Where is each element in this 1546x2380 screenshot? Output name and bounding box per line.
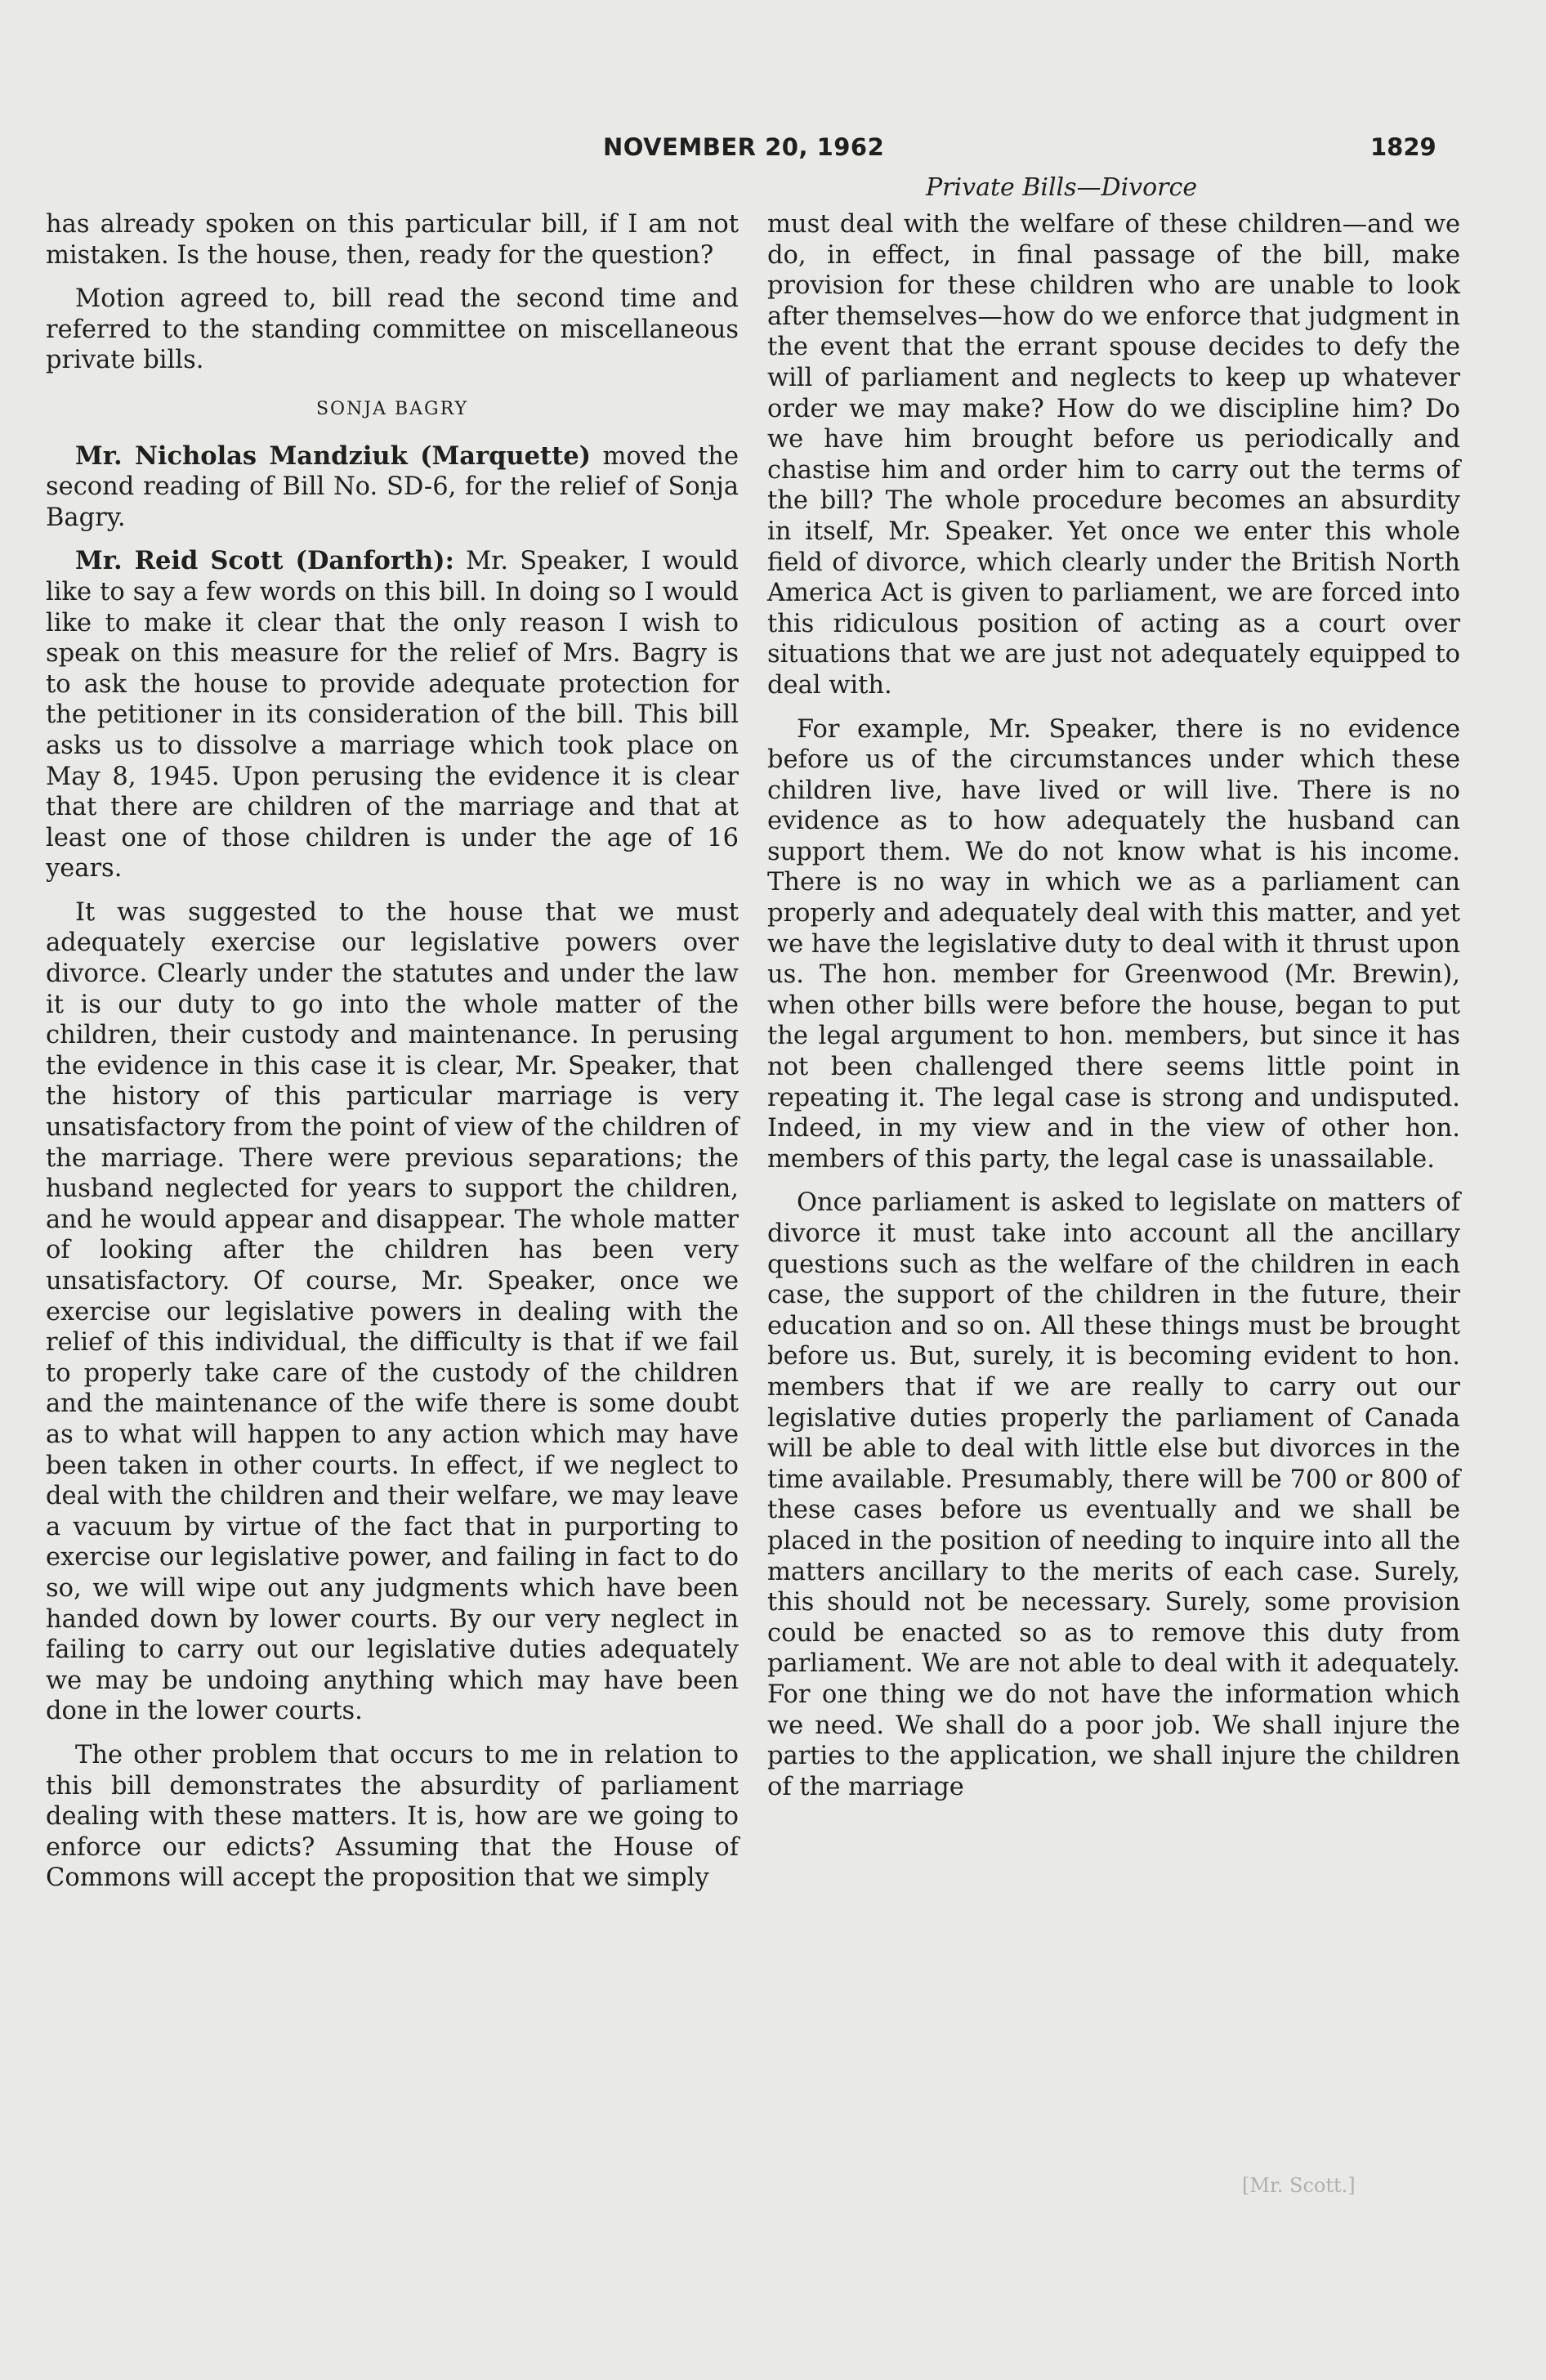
- section-running-title: Private Bills—Divorce: [926, 173, 1198, 202]
- running-header: [0, 133, 1546, 166]
- speaker-name: Mr. Reid Scott (Danforth):: [75, 546, 454, 576]
- left-column: [46, 209, 739, 1907]
- speech-text: Mr. Speaker, I would like to say a few words on this bill. In doing so I would like to make it clear that the only reason I wish to speak on this measure for the relief of Mrs. Bagry is to ask the house to provide adequate protection for the petitioner in its consideration of the bill. This bill asks us to dissolve a marriage which took place on May 8, 1945. Upon perusing the evidence it is clear that there are children of the marriage and that at least one of those children is under the age of 16 years.: [46, 547, 739, 884]
- paragraph: must deal with the welfare of these children—and we do, in effect, in final passage of the bill, make provision for these children who are unable to look after themselves—how do we enforce that judgment in the event that the errant spouse decides to defy the will of parliament and neglects to keep up whatever order we may make? How do we discipline him? Do we have him brought before us periodically and chastise him and order him to carry out the terms of the bill? The whole procedure becomes an absurdity in itself, Mr. Speaker. Yet once we enter this whole field of divorce, which clearly under the British North America Act is given to parliament, we are forced into this ridiculous position of acting as a court over situations that we are just not adequately equipped to deal with.: [767, 210, 1460, 700]
- paragraph: The other problem that occurs to me in relation to this bill demonstrates the absurdity of parliament dealing with these matters. It is, how are we going to enforce our edicts? Assuming that the House of Commons will accept the proposition that we simply: [46, 1740, 739, 1893]
- paragraph: It was suggested to the house that we must adequately exercise our legislative powers over divorce. Clearly under the statutes and under the law it is our duty to go into the whole matter of the children, their custody and maintenance. In perusing the evidence in this case it is clear, Mr. Speaker, that the history of this particular marriage is very unsatisfactory from the point of view of the children of the marriage. There were previous separations; the husband neglected for years to support the children, and he would appear and disappear. The whole matter of looking after the children has been very unsatisfactory. Of course, Mr. Speaker, once we exercise our legislative powers in dealing with the relief of this individual, the difficulty is that if we fail to properly take care of the custody of the children and the maintenance of the wife there is some doubt as to what will happen to any action which may have been taken in other courts. In effect, if we neglect to deal with the children and their welfare, we may leave a vacuum by virtue of the fact that in purporting to exercise our legislative power, and failing in fact to do so, we will wipe out any judgments which have been handed down by lower courts. By our very neglect in failing to carry out our legislative duties adequately we may be undoing anything which may have been done in the lower courts.: [46, 897, 739, 1726]
- paragraph: Motion agreed to, bill read the second time and referred to the standing committee on miscellaneous private bills.: [46, 284, 739, 375]
- section-heading: SONJA BAGRY: [315, 398, 469, 419]
- paragraph: For example, Mr. Speaker, there is no evidence before us of the circumstances under which these children live, have lived or will live. There is no evidence as to how adequately the husband can support them. We do not know what is his income. There is no way in which we as a parliament can properly and adequately deal with this matter, and yet we have the legislative duty to deal with it thrust upon us. The hon. member for Greenwood (Mr. Brewin), when other bills were before the house, began to put the legal argument to hon. members, but since it has not been challenged there seems little point in repeating it. The legal case is strong and undisputed. Indeed, in my view and in the view of other hon. members of this party, the legal case is unassailable.: [767, 714, 1460, 1174]
- right-column: [767, 209, 1460, 1815]
- speech-paragraph: [46, 546, 739, 884]
- page-number: 1829: [1370, 133, 1437, 161]
- header-date: NOVEMBER 20, 1962: [603, 133, 885, 161]
- speech-paragraph: [46, 441, 739, 534]
- paragraph: Once parliament is asked to legislate on matters of divorce it must take into account all the ancillary questions such as the welfare of the children in each case, the support of the children in the future, their education and so on. All these things must be brought before us. But, surely, it is becoming evident to hon. members that if we are really to carry out our legislative duties properly the parliament of Canada will be able to deal with little else but divorces in the time available. Presumably, there will be 700 or 800 of these cases before us eventually and we shall be placed in the position of needing to inquire into all the matters ancillary to the merits of each case. Surely, this should not be necessary. Surely, some provision could be enacted so as to remove this duty from parliament. We are not able to deal with it adequately. For one thing we do not have the information which we need. We shall do a poor job. We shall injure the parties to the application, we shall injure the children of the marriage: [767, 1188, 1460, 1801]
- paragraph: has already spoken on this particular bill, if I am not mistaken. Is the house, then, ready for the question?: [46, 210, 739, 270]
- speech-text: moved the second reading of Bill No. SD-6, for the relief of Sonja Bagry.: [46, 441, 739, 532]
- bleed-through-text: [Mr. Scott.]: [1242, 2174, 1356, 2197]
- speaker-name: Mr. Nicholas Mandziuk (Marquette): [75, 441, 592, 471]
